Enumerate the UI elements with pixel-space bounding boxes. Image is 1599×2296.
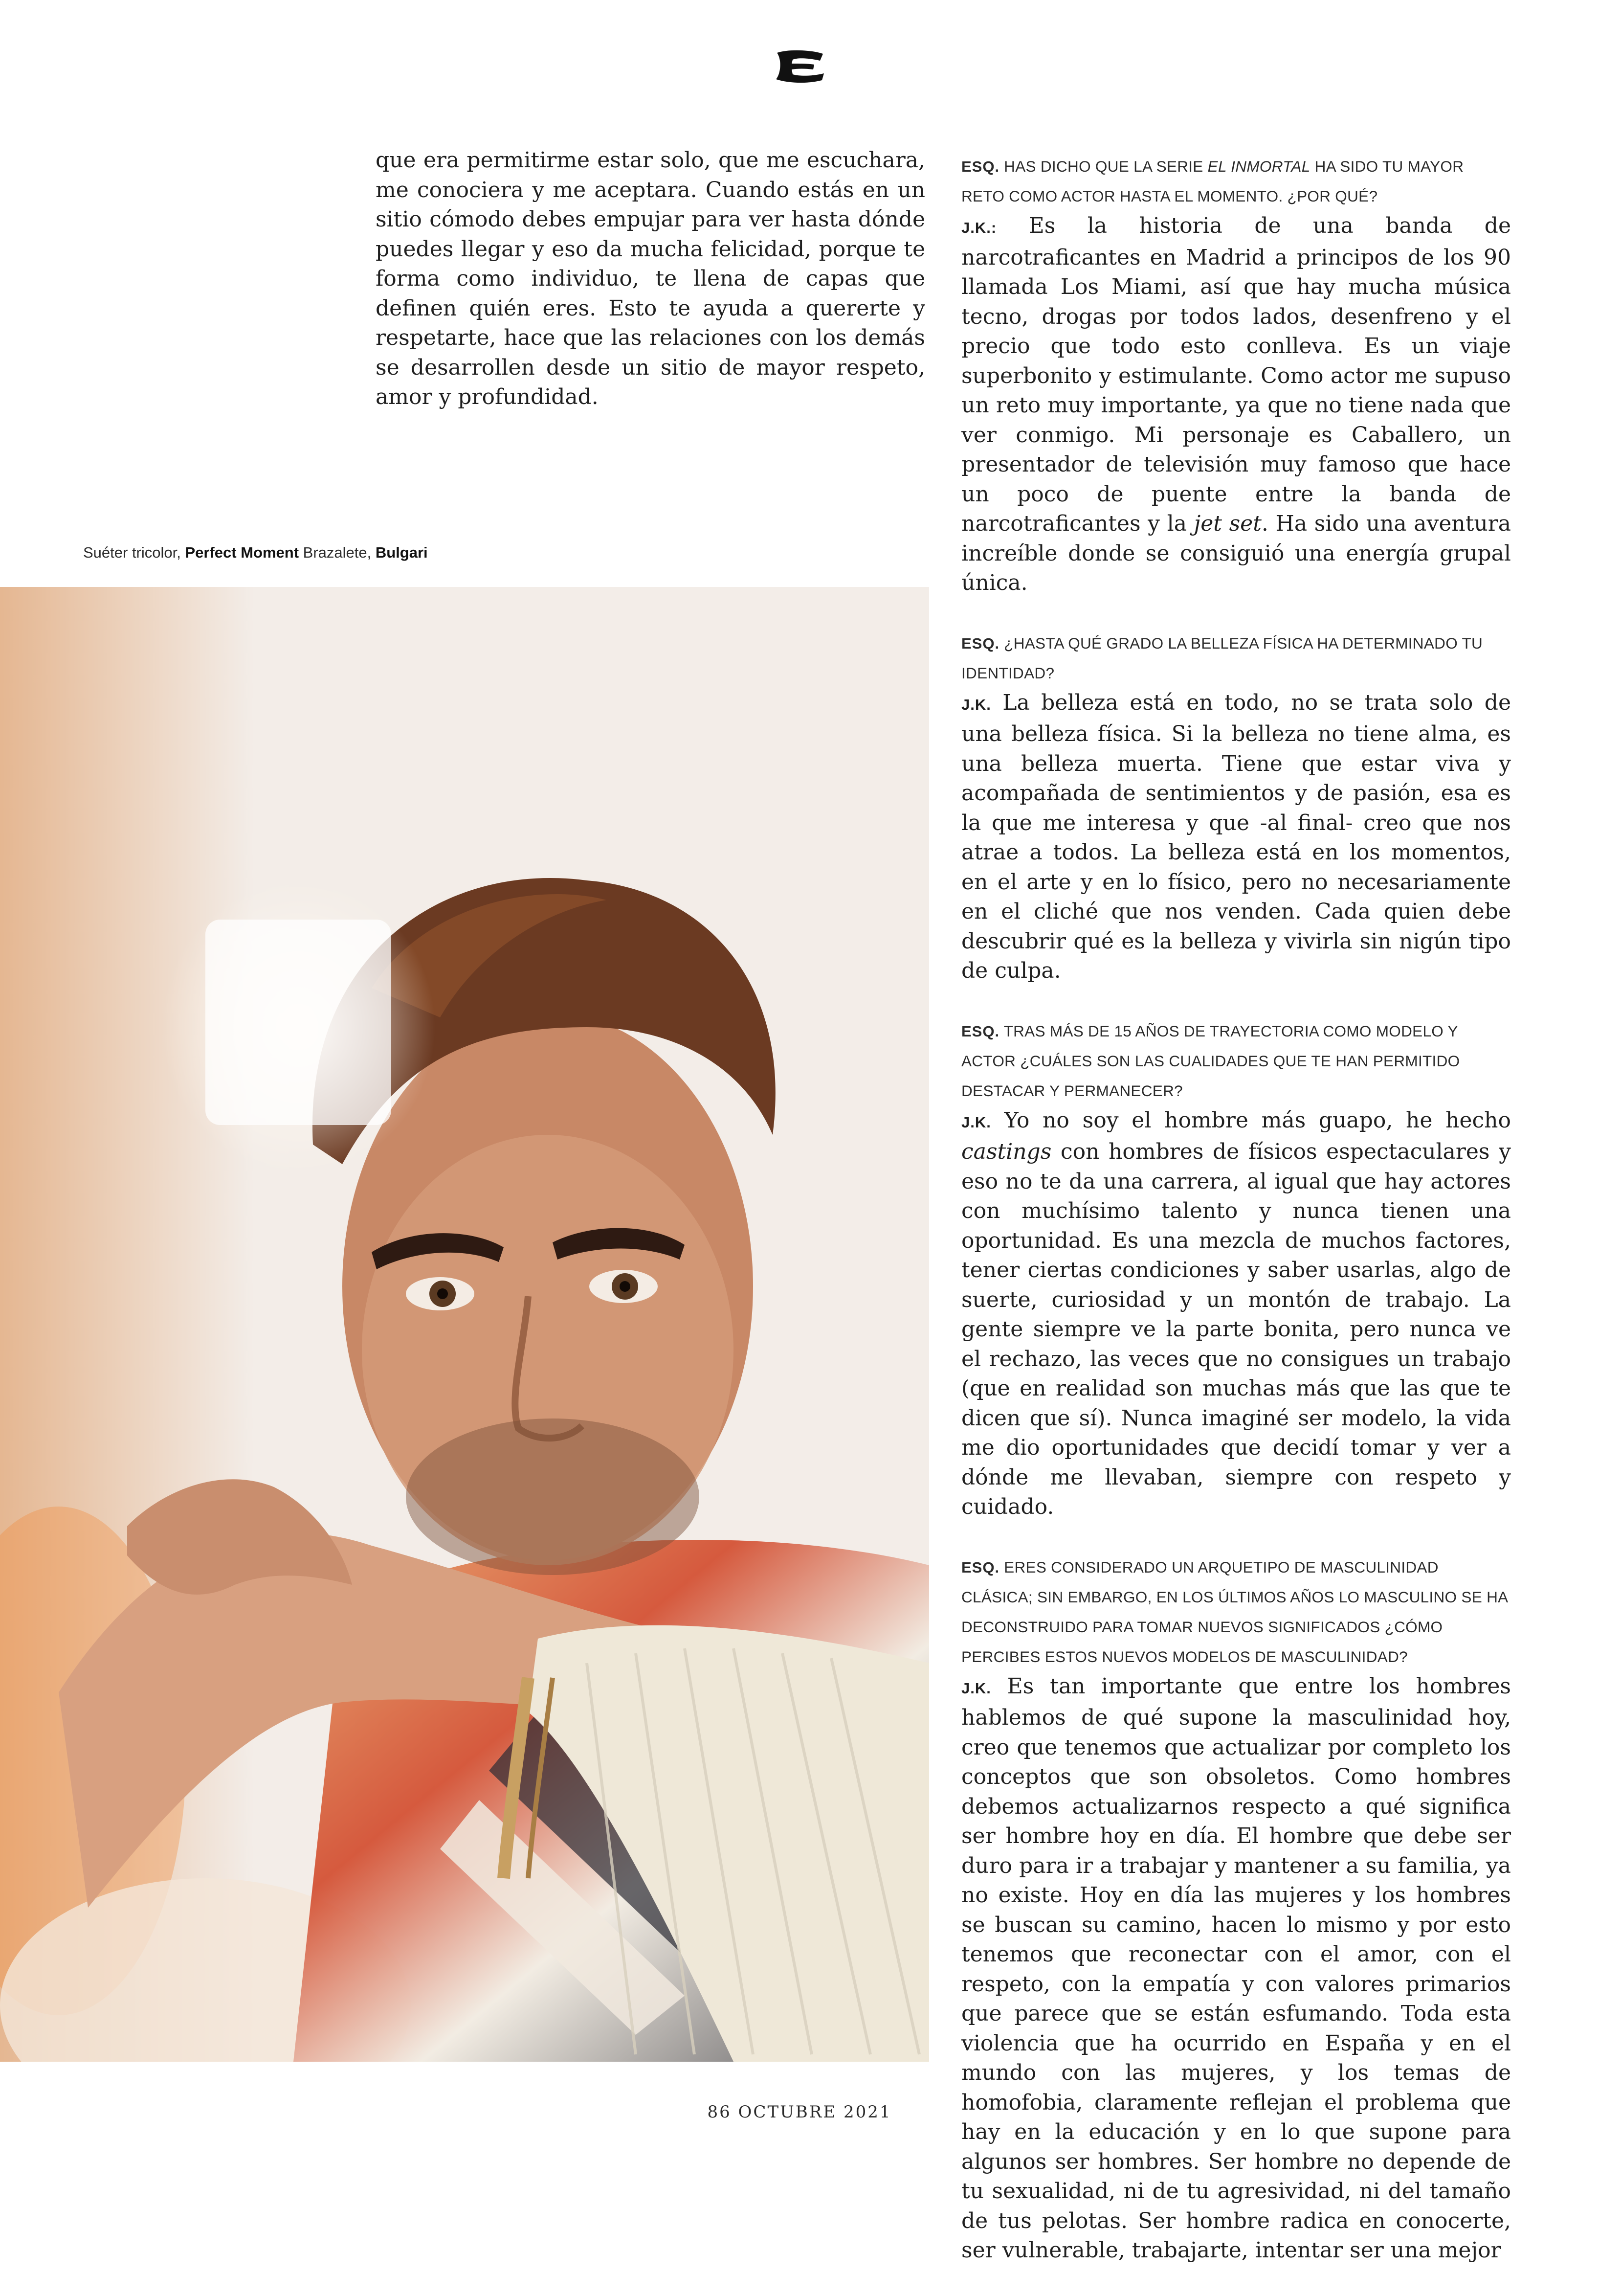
- interview-block: [961, 152, 1511, 598]
- right-column: [961, 152, 1511, 2296]
- question-text: HAS DICHO QUE LA SERIE: [1004, 158, 1208, 175]
- question-label: ESQ.: [961, 1022, 1000, 1040]
- question-label: ESQ.: [961, 1558, 1000, 1576]
- caption-brand: Bulgari: [375, 544, 428, 561]
- interview-answer: [961, 688, 1511, 986]
- photo-caption: [83, 544, 428, 562]
- left-column: [376, 146, 925, 412]
- question-text: ERES CONSIDERADO UN ARQUETIPO DE MASCULINIDAD CLÁSICA; SIN EMBARGO, EN LOS ÚLTIMOS AÑOS LO MASCULINO SE HA DECONSTRUIDO PARA TOMAR NUEVOS SIGNIFICADOS ¿CÓMO PERCIBES ESTOS NUEVOS MODELOS DE MASCULINIDAD?: [961, 1558, 1508, 1666]
- interview-block: [961, 629, 1511, 986]
- interview-answer: [961, 1672, 1511, 2266]
- interview-block: [961, 1016, 1511, 1522]
- interview-question: [961, 629, 1511, 688]
- answer-emphasis: castings: [961, 1139, 1052, 1164]
- portrait-illustration: [0, 587, 929, 2062]
- article-paragraph: que era permitirme estar solo, que me escuchara, me conociera y me aceptara. Cuando estás en un sitio cómodo debes empujar para ver hasta dónde puedes llegar y eso da mucha felicidad, porque te forma como individuo, te llena de capas que definen quién eres. Esto te ayuda a quererte y respetarte, hace que las relaciones con los demás se desarrollen desde un sitio de mayor respeto, amor y profundidad.: [376, 148, 925, 409]
- answer-label: J.K.: [961, 1679, 991, 1697]
- answer-text: con hombres de físicos espectaculares y eso no te da una carrera, al igual que hay actores con muchísimo talento y nunca tienen una oportunidad. Es una mezcla de muchos factores, tener ciertas condiciones y saber usarlas, algo de suerte, curiosidad y un montón de trabajo. La gente siempre ve la parte bonita, pero nunca ve el rechazo, las veces que no consigues un trabajo (que en realidad son muchas más que las que te dicen que sí). Nunca imaginé ser modelo, la vida me dio oportunidades que decidí tomar y ver a dónde me llevaban, siempre con respeto y cuidado.: [961, 1139, 1511, 1519]
- caption-item: Suéter tricolor,: [83, 544, 185, 561]
- interview-answer: [961, 211, 1511, 598]
- interview-block: [961, 1553, 1511, 2266]
- answer-text: La belleza está en todo, no se trata solo de una belleza física. Si la belleza no tiene alma, es una belleza muerta. Tiene que estar viva y acompañada de sentimientos y de pasión, esa es la que me interesa y que -al final- creo que nos atrae a todos. La belleza está en los momentos, en el arte y en lo físico, pero no necesariamente en el cliché que nos venden. Cada quien debe descubrir qué es la belleza y vivirla sin nigún tipo de culpa.: [961, 690, 1511, 983]
- question-text: HA SIDO TU MAYOR RETO COMO ACTOR HASTA EL MOMENTO. ¿POR QUÉ?: [961, 158, 1464, 205]
- interview-question: [961, 1553, 1511, 1672]
- question-text: ¿HASTA QUÉ GRADO LA BELLEZA FÍSICA HA DETERMINADO TU IDENTIDAD?: [961, 634, 1483, 682]
- question-text: TRAS MÁS DE 15 AÑOS DE TRAYECTORIA COMO MODELO Y ACTOR ¿CUÁLES SON LAS CUALIDADES QUE TE HAN PERMITIDO DESTACAR Y PERMANECER?: [961, 1022, 1460, 1100]
- answer-label: J.K.:: [961, 219, 997, 236]
- answer-text: . Ha sido una aventura increíble donde se consiguió una energía grupal única.: [961, 511, 1511, 595]
- interview-answer: [961, 1106, 1511, 1522]
- caption-brand: Perfect Moment: [185, 544, 299, 561]
- answer-label: J.K.: [961, 1113, 991, 1131]
- esquire-e-logo-icon: [773, 49, 826, 84]
- answer-text: Yo no soy el hombre más guapo, he hecho: [1004, 1107, 1511, 1133]
- portrait-photo: [0, 587, 929, 2062]
- page-folio: 86 OCTUBRE 2021: [707, 2102, 892, 2122]
- answer-text: Es la historia de una banda de narcotraficantes en Madrid a principos de los 90 llamada Los Miami, así que hay mucha música tecno, drogas por todos lados, desenfreno y el precio que todo esto conlleva. Es un viaje superbonito y estimulante. Como actor me supuso un reto muy importante, ya que no tiene nada que ver conmigo. Mi personaje es Caballero, un presentador de televisión muy famoso que hace un poco de puente entre la banda de narcotraficantes y la: [961, 213, 1511, 536]
- answer-text: Es tan importante que entre los hombres hablemos de qué supone la masculinidad hoy, creo que tenemos que actualizar por completo los conceptos que son obsoletos. Como hombres debemos actualizarnos respecto a qué significa ser hombre hoy en día. El hombre que debe ser duro para ir a trabajar y mantener a su familia, ya no existe. Hoy en día las mujeres y los hombres se buscan su camino, hacen lo mismo y por esto tenemos que reconectar con el amor, con el respeto, con la empatía y con valores primarios que parece que se están esfumando. Toda esta violencia que ha ocurrido en España y en el mundo con las mujeres, y los temas de homofobia, claramente reflejan el problema que hay en la educación y en lo que supone para algunos ser hombres. Ser hombre no depende de tu sexualidad, ni de tu agresividad, ni del tamaño de tus pelotas. Ser hombre radica en conocerte, ser vulnerable, trabajarte, intentar ser una mejor: [961, 1673, 1511, 2263]
- question-label: ESQ.: [961, 634, 1000, 652]
- question-label: ESQ.: [961, 158, 1000, 175]
- answer-label: J.K.: [961, 696, 991, 713]
- answer-emphasis: jet set: [1194, 511, 1262, 536]
- question-emphasis: EL INMORTAL: [1207, 158, 1310, 175]
- interview-question: [961, 152, 1511, 211]
- interview-question: [961, 1016, 1511, 1106]
- caption-item: Brazalete,: [299, 544, 376, 561]
